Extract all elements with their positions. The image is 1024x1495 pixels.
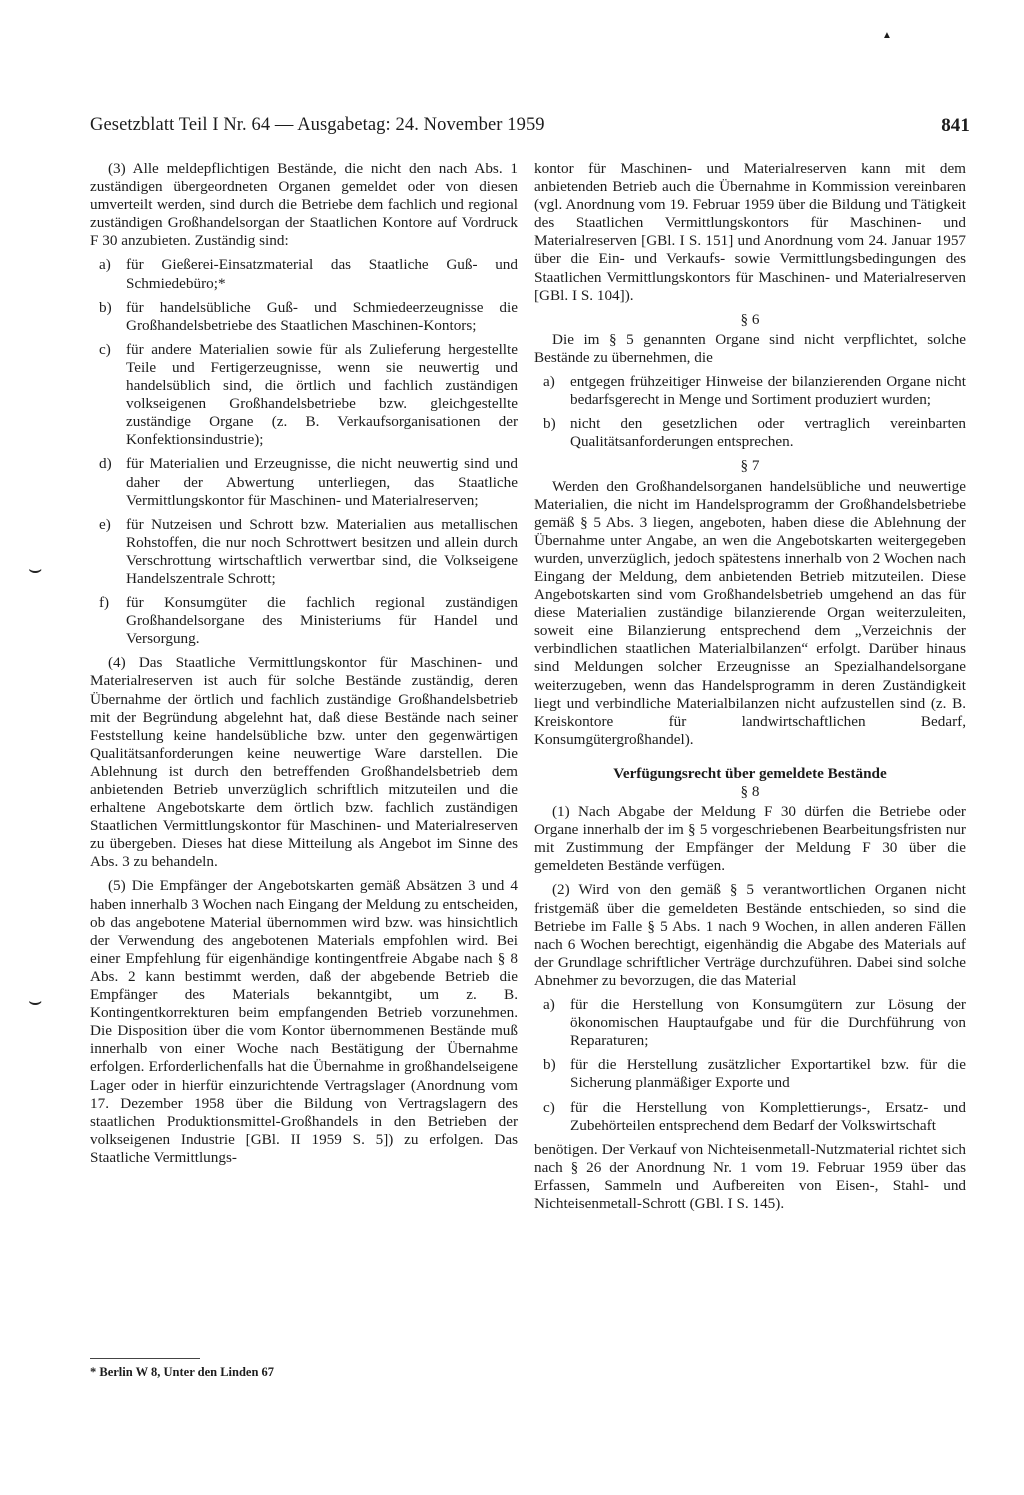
right-column bbox=[534, 160, 966, 1219]
list-item: a) für die Herstellung von Konsumgütern zur Lösung der ökonomischen Hauptaufgabe und für die Durchführung von Reparaturen; bbox=[543, 996, 966, 1050]
paragraph-3-intro: (3) Alle meldepflichtigen Bestände, die nicht den nach Abs. 1 zuständigen übergeordneten Organen gemeldet oder von diesen umverteilt werden, sind durch die Betriebe dem fachlich und regional zuständigen Großhandelsorgan der Staatlichen Kontore auf Vordruck F 30 anzubieten. Zuständig sind: bbox=[90, 160, 518, 250]
section-7-text: Werden den Großhandelsorganen handelsübliche und neuwertige Materialien, die nicht im Handelsprogramm der Großhandelsbetriebe gemäß § 5 Abs. 3 liegen, angeboten, haben diese die Ablehnung der Übernahme unter Angabe, an wen die Angebotskarten weitergegeben wurden, unverzüglich, jedoch spätestens innerhalb von 2 Wochen nach Eingang der Meldung, dem anbietenden Betrieb mitzuteilen. Diese Angebotskarten sind vom Großhandelsbetrieb umgehend an das für diese Materialien zuständige bilanzierende Organ weiterzuleiten, soweit eine Bilanzierung entsprechend dem „Verzeichnis der verbindlichen staatlichen Materialbilanzen“ erfolgt. Darüber hinaus sind Meldungen solcher Erzeugnisse an Spezialhandelsorgane weiterzugeben, wenn das Handelsprogramm in deren Zuständigkeit liegt und verbindliche Materialbilanzen nicht aufzustellen sind (z. B. Kreiskontore für landwirtschaftlichen Bedarf, Konsumgütergroßhandel). bbox=[534, 477, 966, 748]
header-title: Gesetzblatt Teil I Nr. 64 — Ausgabetag: 24. November 1959 bbox=[90, 115, 545, 135]
margin-check-mark: ⌣ bbox=[28, 556, 43, 581]
section-6-intro: Die im § 5 genannten Organe sind nicht verpflichtet, solche Bestände zu übernehmen, die bbox=[534, 330, 966, 366]
list-item: c) für die Herstellung von Komplettierungs-, Ersatz- und Zubehörteilen entsprechend dem Bedarf der Volkswirtschaft bbox=[543, 1098, 966, 1134]
list-item: a) entgegen frühzeitiger Hinweise der bilanzierenden Organe nicht bedarfsgerecht in Menge und Sortiment produziert wurden; bbox=[543, 373, 966, 409]
list-item: b) für die Herstellung zusätzlicher Exportartikel bzw. für die Sicherung planmäßiger Exporte und bbox=[543, 1056, 966, 1092]
section-title: Verfügungsrecht über gemeldete Bestände bbox=[613, 764, 887, 782]
list-item: c) für andere Materialien sowie für als Zulieferung hergestellte Teile und Fertigerzeugnisse, wenn sie neuwertig und handelsüblich sind, die örtlich und fachlich zuständigen volkseigenen Großhandelsbetriebe bzw. gleichgestellte zuständige Organe (z. B. Verkaufsorganisationen der Konfektionsindustrie); bbox=[99, 340, 518, 449]
left-column bbox=[90, 160, 518, 1173]
list-item: f) für Konsumgüter die fachlich regional zuständigen Großhandelsorgane des Ministeriums für Handel und Versorgung. bbox=[99, 594, 518, 648]
list-item: e) für Nutzeisen und Schrott bzw. Materialien aus metallischen Rohstoffen, die nur noch Schrottwert besitzen und allein durch Verschrottung wirtschaftlich verwertbar sind, die Volkseigene Handelszentrale Schrott; bbox=[99, 515, 518, 587]
list-item: d) für Materialien und Erzeugnisse, die nicht neuwertig sind und daher der Abwertung unterliegen, das Staatliche Vermittlungskontor für Maschinen- und Materialreserven; bbox=[99, 455, 518, 509]
margin-check-mark: ⌣ bbox=[28, 988, 43, 1013]
footnote-rule bbox=[90, 1358, 200, 1359]
paragraph-5: (5) Die Empfänger der Angebotskarten gemäß Absätzen 3 und 4 haben innerhalb 3 Wochen nach Eingang der Meldung zu entscheiden, ob das angebotene Material übernommen wird bzw. was hinsichtlich der Verwendung des angebotenen Materials empfohlen wird. Bei einer Empfehlung für eigenhändige kontingentfreie Abgabe nach § 8 Abs. 2 kann bestimmt werden, daß der abgebende Betrieb die Empfänger des Materials bekanntgibt, um z. B. Kontingentkorrekturen beim empfangenden Betrieb vorzunehmen. Die Disposition über die vom Kontor übernommenen Bestände muß innerhalb von einer Woche nach Bestätigung der Übernahme erfolgen. Erforderlichenfalls hat die Übernahme in großhandelseigene Lager oder in hierfür einzurichtende Vertragslager (Anordnung vom 17. Dezember 1958 über die Bildung von Vertragslagern des staatlichen Produktionsmittel-Großhandels in den Betrieben der volkseigenen Industrie [GBl. II 1959 S. 5]) zu erfolgen. Das Staatliche Vermittlungs- bbox=[90, 877, 518, 1166]
corner-mark: ▲ bbox=[882, 30, 892, 41]
section-6-heading: § 6 bbox=[740, 310, 760, 328]
section-8-heading: § 8 bbox=[740, 783, 760, 800]
section-7-heading: § 7 bbox=[740, 457, 760, 475]
continuation-text: kontor für Maschinen- und Materialreserven kann mit dem anbietenden Betrieb auch die Übernahme in Kommission vereinbaren (vgl. Anordnung vom 19. Februar 1959 über die Bildung und Tätigkeit des Staatlichen Vermittlungskontors für Maschinen- und Materialreserven [GBl. I S. 151] und Anordnung vom 24. Januar 1957 über die Ein- und Verkaufs- sowie Vermittlungsbedingungen des Staatlichen Vermittlungskontors für Maschinen- und Materialreserven [GBl. I S. 104]). bbox=[534, 160, 966, 304]
section-8-para-1: (1) Nach Abgabe der Meldung F 30 dürfen die Betriebe oder Organe innerhalb der im § 5 vorgeschriebenen Bearbeitungsfristen nur mit Zustimmung der Empfänger der Meldung F 30 über die gemeldeten Bestände verfügen. bbox=[534, 803, 966, 875]
list-item: b) für handelsübliche Guß- und Schmiedeerzeugnisse die Großhandelsbetriebe des Staatlichen Maschinen-Kontors; bbox=[99, 298, 518, 334]
section-8-para-2: (2) Wird von den gemäß § 5 verantwortlichen Organen nicht fristgemäß über die gemeldeten Bestände entschieden, so sind die Betriebe im Falle § 5 Abs. 1 nach 9 Wochen, in allen anderen Fällen nach 6 Wochen berechtigt, eigenhändig die Abgabe des Materials auf der Grundlage schriftlicher Verträge durchzuführen. Dabei sind solche Abnehmer zu bevorzugen, die das Material bbox=[534, 881, 966, 989]
list-item: b) nicht den gesetzlichen oder vertraglich vereinbarten Qualitätsanforderungen entsprechen. bbox=[543, 415, 966, 451]
section-8-end: benötigen. Der Verkauf von Nichteisenmetall-Nutzmaterial richtet sich nach § 26 der Anordnung Nr. 1 vom 19. Februar 1959 über das Erfassen, Sammeln und Aufbereiten von Eisen-, Stahl- und Nichteisenmetall-Schrott (GBl. I S. 145). bbox=[534, 1140, 966, 1212]
page-header bbox=[90, 115, 970, 139]
page-number: 841 bbox=[941, 115, 970, 136]
paragraph-4: (4) Das Staatliche Vermittlungskontor für Maschinen- und Materialreserven ist auch für solche Bestände zuständig, deren Übernahme der örtlich und fachlich zuständige Großhandelsbetrieb mit der Begründung abgelehnt hat, daß diese Bestände nach seiner Feststellung keine handelsübliche bzw. unter den gegenwärtigen Qualitätsanforderungen keine neuwertige Ware darstellen. Die Ablehnung ist durch den betreffenden Großhandelsbetrieb dem anbietenden Betrieb unverzüglich schriftlich mitzuteilen und die erhaltene Angebotskarte dem örtlich bzw. fachlich zuständigen Staatlichen Vermittlungskontor für Maschinen- und Materialreserven zu übergeben. Dieses hat diese Mitteilung als Angebot im Sinne des Abs. 3 zu behandeln. bbox=[90, 654, 518, 871]
list-item: a) für Gießerei-Einsatzmaterial das Staatliche Guß- und Schmiedebüro;* bbox=[99, 256, 518, 292]
footnote: * Berlin W 8, Unter den Linden 67 bbox=[90, 1365, 275, 1379]
